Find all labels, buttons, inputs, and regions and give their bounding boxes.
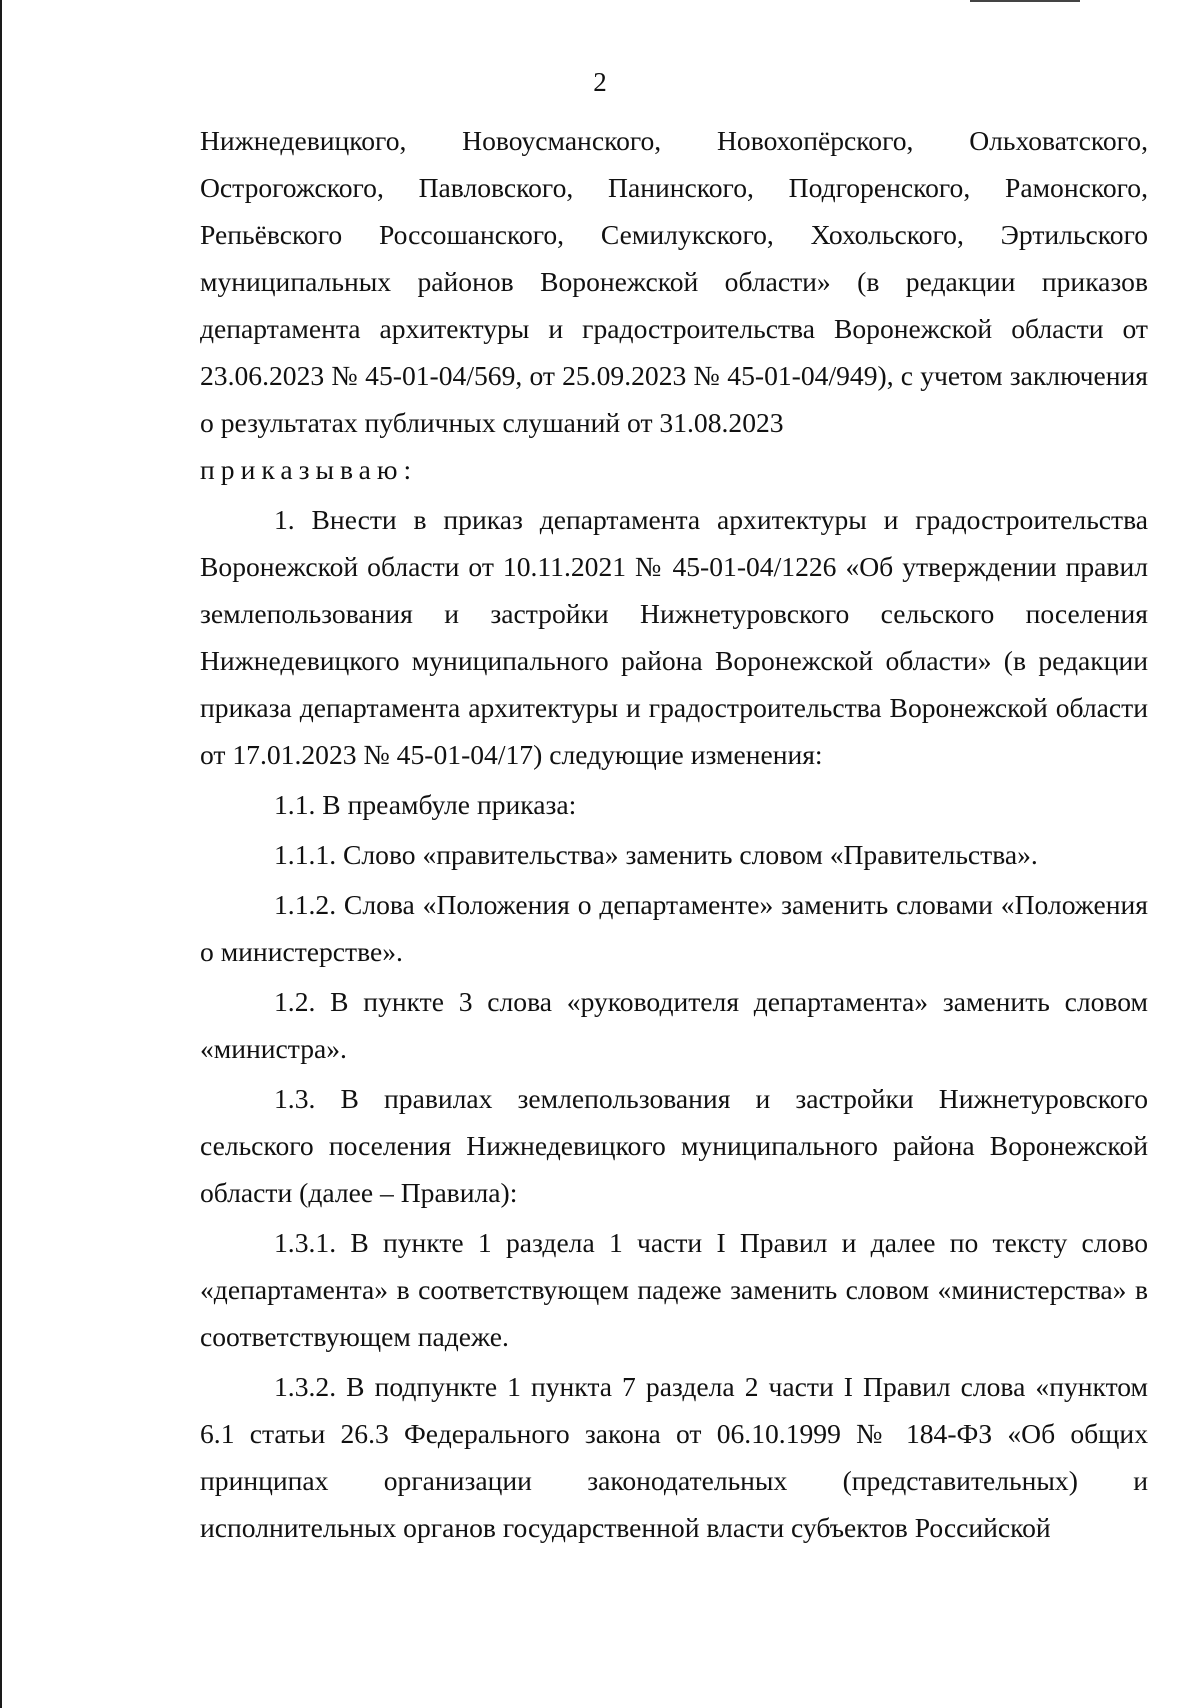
clause-1-1: 1.1. В преамбуле приказа: [274, 789, 577, 820]
clause-1: 1. Внести в приказ департамента архитектуры и градостроительства Воронежской области от 10.11.2021 № 45-01-04/1226 «Об утверждении правил землепользования и застройки Нижнетуровского сельского поселения Нижнедевицкого муниципального района Воронежской области» (в редакции приказа департамента архитектуры и градостроительства Воронежской области от 17.01.2023 № 45-01-04/17) следующие изменения: [200, 504, 1148, 770]
order-word: приказываю: [200, 454, 418, 485]
clause-1-3-1: 1.3.1. В пункте 1 раздела 1 части I Правил и далее по тексту слово «департамента» в соответствующем падеже заменить словом «министерства» в соответствующем падеже. [200, 1227, 1148, 1352]
clause-1-3: 1.3. В правилах землепользования и застройки Нижнетуровского сельского поселения Нижнедевицкого муниципального района Воронежской области (далее – Правила): [200, 1083, 1148, 1208]
clause-1-3-2: 1.3.2. В подпункте 1 пункта 7 раздела 2 части I Правил слова «пунктом 6.1 статьи 26.3 Федерального закона от 06.10.1999 № 184-ФЗ «Об общих принципах организации законодательных (представительных) и исполнительных органов государственной власти субъектов Российской [200, 1371, 1148, 1543]
clause-1-1-1: 1.1.1. Слово «правительства» заменить словом «Правительства». [274, 839, 1038, 870]
scan-edge-left [0, 0, 2, 1708]
clause-1-2: 1.2. В пункте 3 слова «руководителя департамента» заменить словом «министра». [200, 986, 1148, 1064]
page-number: 2 [593, 67, 607, 97]
scan-edge-top [970, 0, 1080, 2]
preamble-paragraph: Нижнедевицкого, Новоусманского, Новохопёрского, Ольховатского, Острогожского, Павловского, Панинского, Подгоренского, Рамонского, Репьёвского Россошанского, Семилукского, Хохольского, Эртильского муниципальных районов Воронежской области» (в редакции приказов департамента архитектуры и градостроительства Воронежской области от 23.06.2023 № 45-01-04/569, от 25.09.2023 № 45-01-04/949), с учетом заключения о результатах публичных слушаний от 31.08.2023 [200, 125, 1148, 438]
document-body [200, 117, 1148, 1551]
clause-1-1-2: 1.1.2. Слова «Положения о департаменте» заменить словами «Положения о министерстве». [200, 889, 1148, 967]
